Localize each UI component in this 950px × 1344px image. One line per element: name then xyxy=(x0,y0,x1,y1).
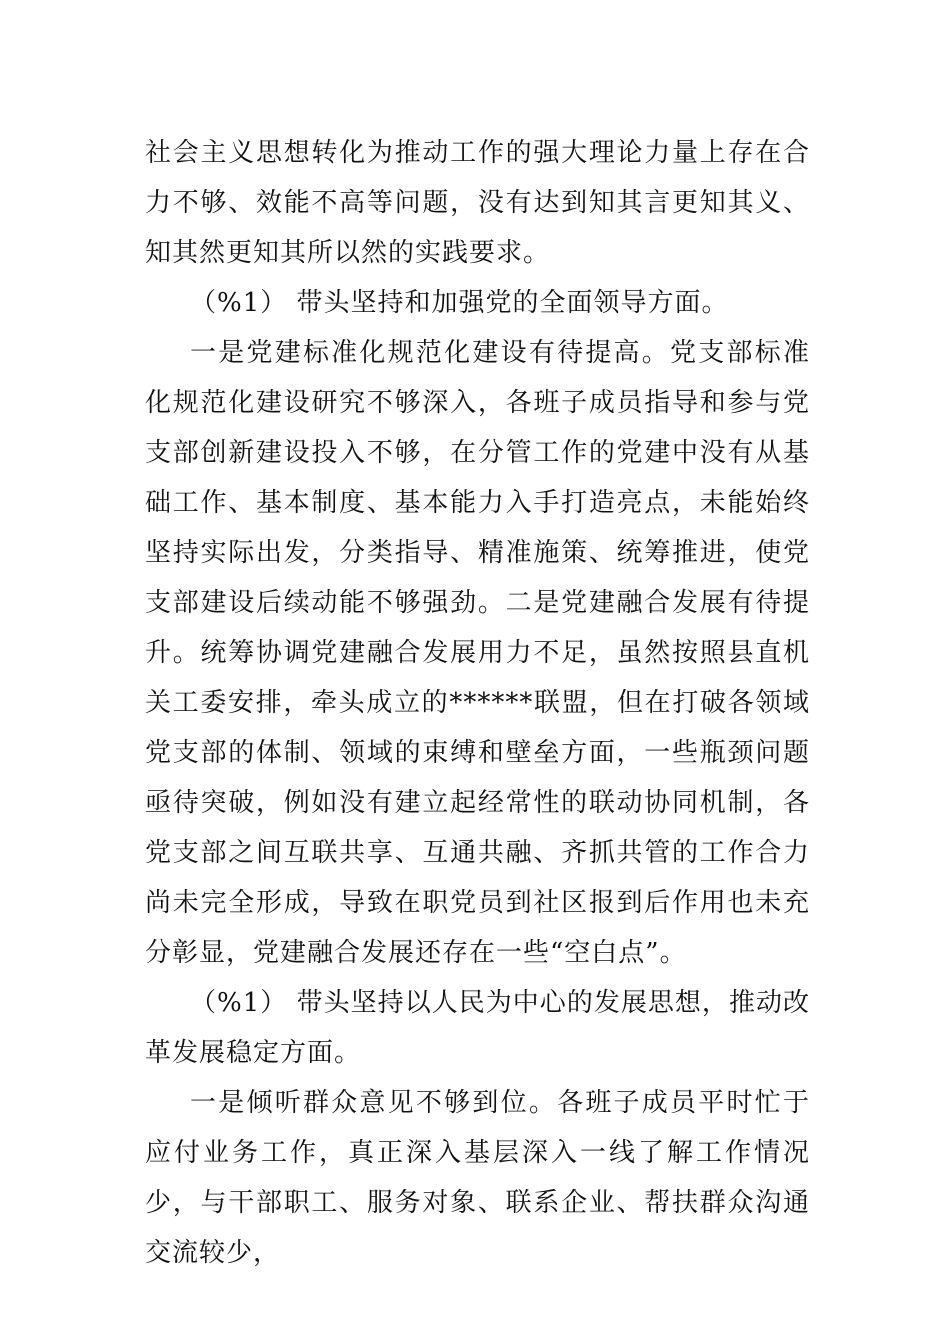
paragraph-continued: 社会主义思想转化为推动工作的强大理论力量上存在合力不够、效能不高等问题，没有达到知其言更知其义、知其然更知其所以然的实践要求。 xyxy=(145,138,810,268)
section-heading-people-centered: （%1） 带头坚持以人民为中心的发展思想，推动改革发展稳定方面。 xyxy=(145,988,810,1068)
document-body xyxy=(145,128,810,1278)
section-heading-party-leadership: （%1） 带头坚持和加强党的全面领导方面。 xyxy=(190,288,729,318)
paragraph-party-building: 一是党建标准化规范化建设有待提高。党支部标准化规范化建设研究不够深入，各班子成员指导和参与党支部创新建设投入不够，在分管工作的党建中没有从基础工作、基本制度、基本能力入手打造亮点，未能始终坚持实际出发，分类指导、精准施策、统筹推进，使党支部建设后续动能不够强劲。二是党建融合发展有待提升。统筹协调党建融合发展用力不足，虽然按照县直机关工委安排，牵头成立的******联盟，但在打破各领域党支部的体制、领域的束缚和壁垒方面，一些瓶颈问题亟待突破，例如没有建立起经常性的联动协同机制，各党支部之间互联共享、互通共融、齐抓共管的工作合力尚未完全形成，导致在职党员到社区报到后作用也未充分彰显，党建融合发展还存在一些“空白点”。 xyxy=(145,338,810,968)
paragraph-listening-to-masses: 一是倾听群众意见不够到位。各班子成员平时忙于应付业务工作，真正深入基层深入一线了解工作情况少，与干部职工、服务对象、联系企业、帮扶群众沟通交流较少， xyxy=(145,1088,810,1268)
